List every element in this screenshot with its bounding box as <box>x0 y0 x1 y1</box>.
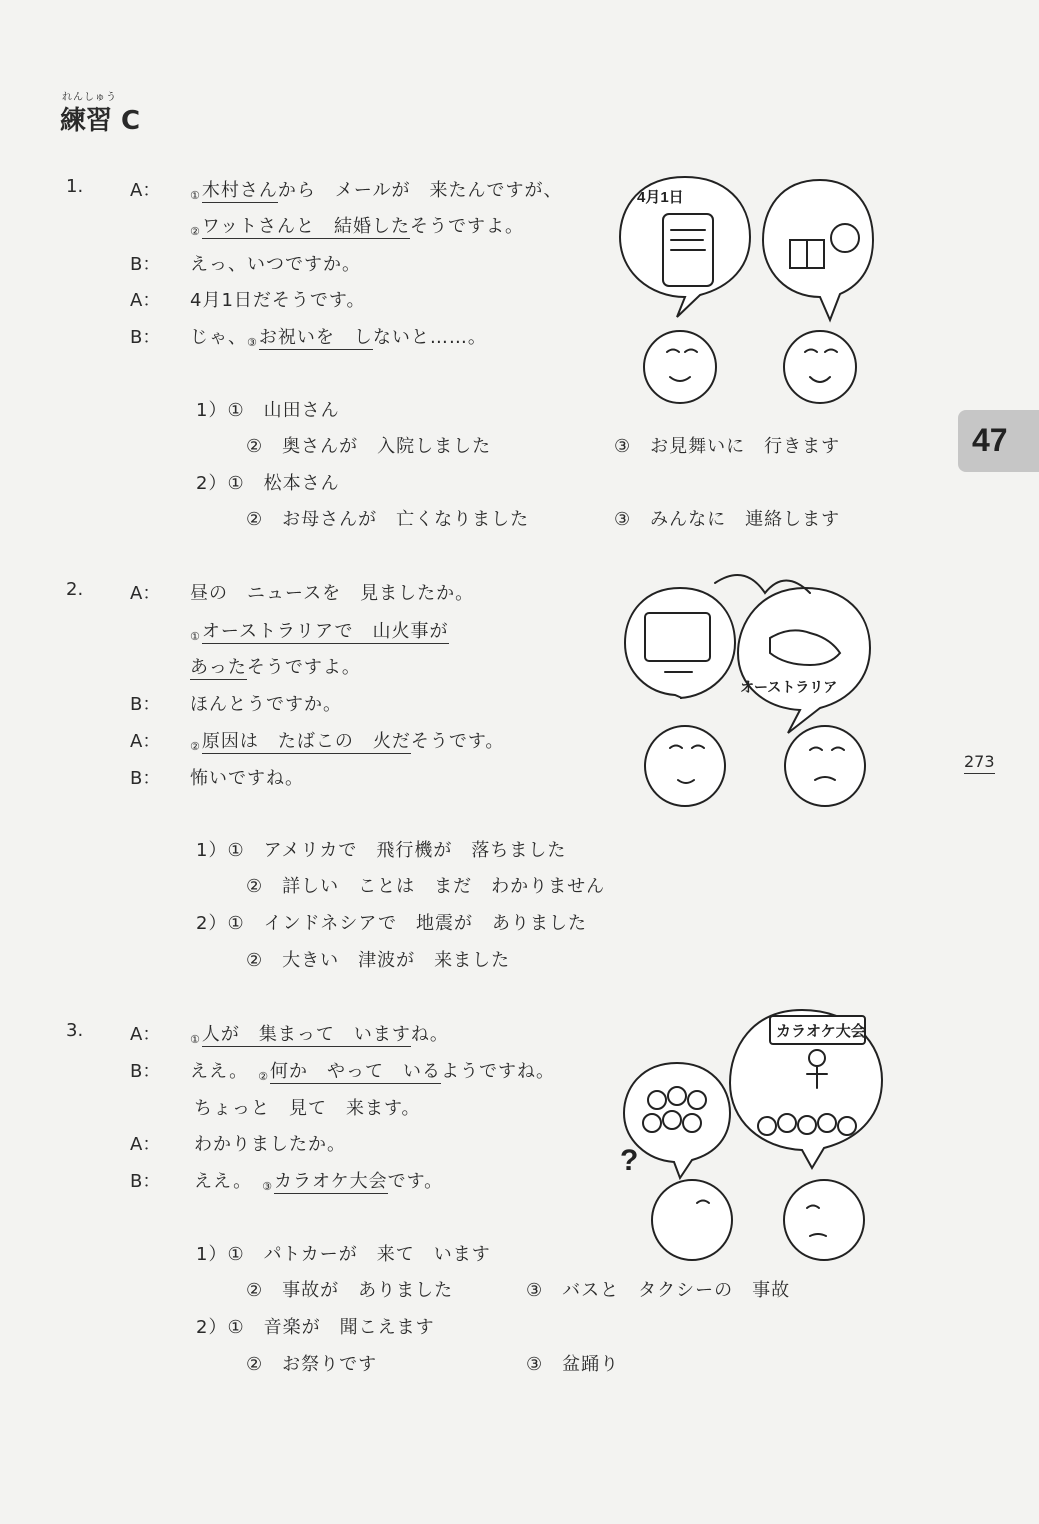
ex2-speaker-a: A： <box>130 583 161 604</box>
ex1-sub-1-1: 1）① 山田さん <box>196 400 340 421</box>
ex1-speaker-b2: B： <box>130 327 161 348</box>
face-icon-6 <box>784 1180 864 1260</box>
singer-icon <box>809 1050 825 1066</box>
ex3-line-1: $_①$人が 集まって いますね。 <box>190 1024 449 1046</box>
ex1-sub-2-2: ② お母さんが 亡くなりました <box>246 509 530 530</box>
ex2-sub-1-2: ② 詳しい ことは まだ わかりません <box>246 876 606 897</box>
ex3-sub-2-3: ③ 盆踊り <box>526 1354 620 1375</box>
ex3-sub-1-2: ② 事故が ありました <box>246 1280 454 1301</box>
face-icon-4 <box>785 726 865 806</box>
ex3-line-4: わかりましたか。 <box>194 1134 346 1155</box>
ill-australia-label: オーストラリア <box>740 679 838 695</box>
page-number: 273 <box>964 752 995 774</box>
ex3-illustration <box>612 1008 897 1273</box>
ex1-line-3: えっ、いつですか。 <box>190 254 361 275</box>
ex2-line-2: $_①$オーストラリアで 山火事が <box>190 621 449 643</box>
face-icon-2 <box>784 331 856 403</box>
ex2-speaker-b: B： <box>130 694 161 715</box>
ex2-line-3: あったそうですよ。 <box>190 657 361 678</box>
ex1-sub-2-3: ③ みんなに 連絡します <box>614 509 841 530</box>
ex1-illustration <box>615 172 875 412</box>
ex3-speaker-b: B： <box>130 1061 161 1082</box>
ex3-line-5: ええ。 $_③$カラオケ大会です。 <box>194 1171 444 1193</box>
ex2-sub-1-1: 1）① アメリカで 飛行機が 落ちました <box>196 840 567 861</box>
ex1-line-2: $_②$ワットさんと 結婚したそうですよ。 <box>190 216 524 238</box>
ex1-sub-1-2: ② 奥さんが 入院しました <box>246 436 492 457</box>
face-icon-5 <box>652 1180 732 1260</box>
person-icon <box>831 224 859 252</box>
ex2-sub-2-1: 2）① インドネシアで 地震が ありました <box>196 913 587 934</box>
exercise-3-number: 3. <box>66 1020 84 1041</box>
ex3-sub-1-1: 1）① パトカーが 来て います <box>196 1244 491 1265</box>
ex2-speaker-a2: A： <box>130 731 161 752</box>
exercise-2-number: 2. <box>66 579 84 600</box>
ex2-line-5: $_②$原因は たばこの 火だそうです。 <box>190 731 505 753</box>
ex2-line-1: 昼の ニュースを 見ましたか。 <box>190 583 475 604</box>
ex1-line-1: $_①$木村さんから メールが 来たんですが、 <box>190 180 563 202</box>
ex3-sub-2-2: ② お祭りです <box>246 1354 378 1375</box>
ex1-sub-1-3: ③ お見舞いに 行きます <box>614 436 841 457</box>
ex1-sub-2-1: 2）① 松本さん <box>196 473 340 494</box>
page-title: 練習 C <box>60 106 141 136</box>
ex1-line-4: 4月1日だそうです。 <box>190 290 366 311</box>
chapter-number: 47 <box>972 422 1008 458</box>
ex1-speaker-b: B： <box>130 254 161 275</box>
ex2-sub-2-2: ② 大きい 津波が 来ました <box>246 950 511 971</box>
question-mark-icon: ? <box>620 1144 639 1177</box>
tv-icon <box>645 613 710 661</box>
ex3-sub-2-1: 2）① 音楽が 聞こえます <box>196 1317 435 1338</box>
ex3-speaker-a: A： <box>130 1024 161 1045</box>
title-ruby: れんしゅう <box>62 92 117 103</box>
ill-date-label: 4月1日 <box>637 189 684 206</box>
ex2-illustration <box>620 568 890 813</box>
face-icon-1 <box>644 331 716 403</box>
chapter-tab <box>958 410 1039 472</box>
ex2-line-6: 怖いですね。 <box>190 768 304 789</box>
ex1-line-5: じゃ、$_③$お祝いを しないと……。 <box>190 327 487 349</box>
ex3-speaker-b2: B： <box>130 1171 161 1192</box>
ex3-line-2: ええ。 $_②$何か やって いるようですね。 <box>190 1061 555 1083</box>
face-icon-3 <box>645 726 725 806</box>
ex1-speaker-a: A： <box>130 180 161 201</box>
ex3-sub-1-3: ③ バスと タクシーの 事故 <box>526 1280 791 1301</box>
ex1-speaker-a2: A： <box>130 290 161 311</box>
ill-karaoke-label: カラオケ大会 <box>776 1023 866 1040</box>
ex2-speaker-b2: B： <box>130 768 161 789</box>
speech-bubble-australia <box>738 588 870 733</box>
ex3-speaker-a2: A： <box>130 1134 161 1155</box>
exercise-1-number: 1. <box>66 176 84 197</box>
ex3-line-3: ちょっと 見て 来ます。 <box>194 1098 421 1119</box>
ex2-line-4: ほんとうですか。 <box>190 694 342 715</box>
